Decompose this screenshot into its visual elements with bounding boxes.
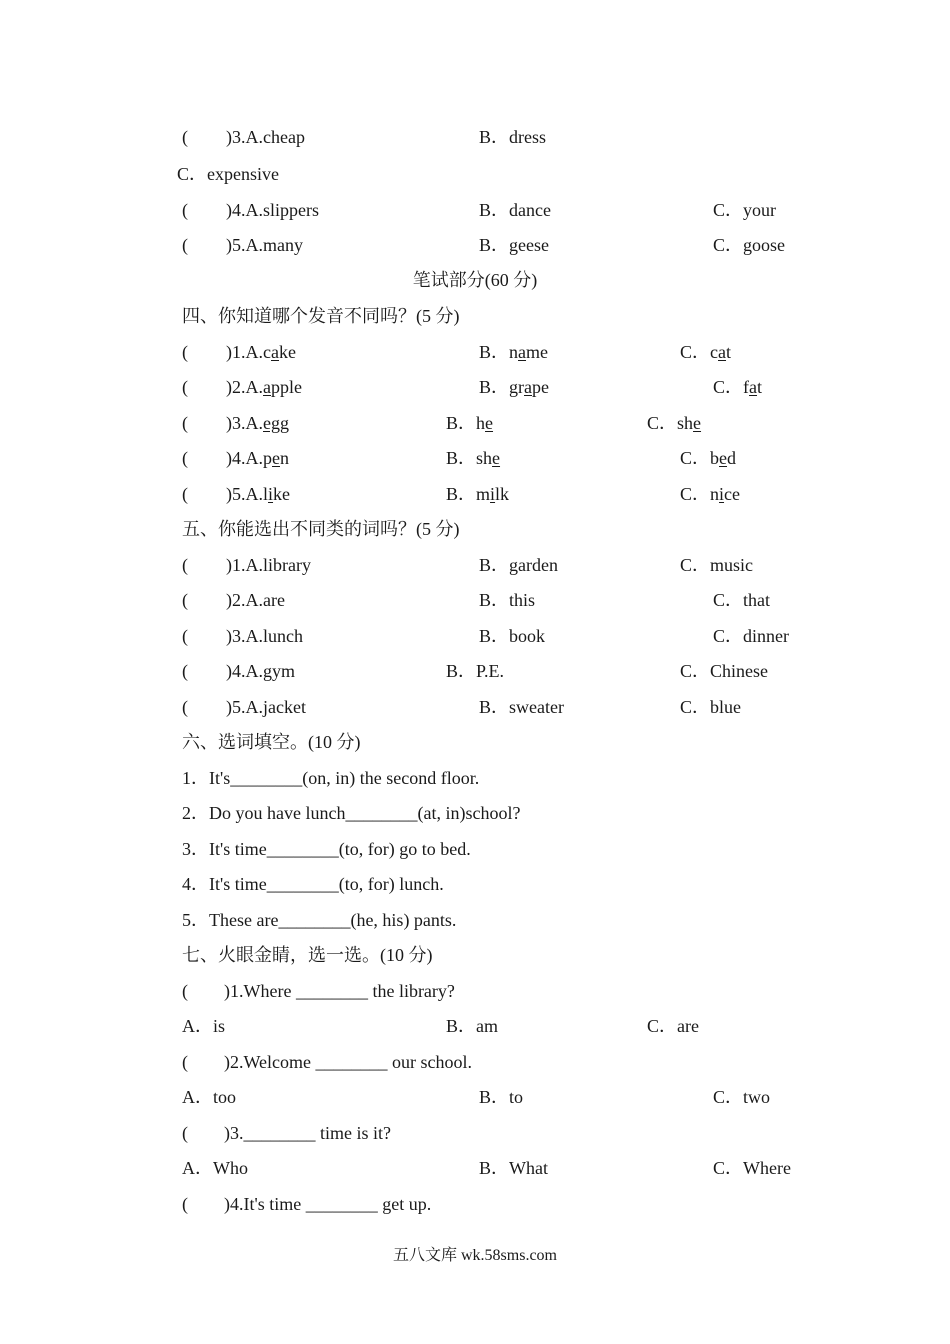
question-option-c xyxy=(713,376,762,398)
option-a: A．Who xyxy=(182,1158,248,1178)
question-option-a xyxy=(226,589,285,611)
text-line: 六、选词填空。(10 分) xyxy=(182,732,361,752)
underlined-letter: e xyxy=(693,413,702,433)
text-line: ( )3.________ time is it? xyxy=(182,1123,391,1143)
question-option-b xyxy=(479,589,535,611)
option-c: C．two xyxy=(713,1087,771,1107)
underlined-letter: a xyxy=(524,377,533,397)
question-option-b xyxy=(479,199,551,221)
answer-paren: ( xyxy=(182,127,188,147)
question-option-c xyxy=(680,660,768,682)
question-option-b xyxy=(446,447,500,469)
question-option-b xyxy=(479,376,549,398)
option-word: C．nice xyxy=(680,484,741,504)
option-word: C．cat xyxy=(680,342,732,362)
question-option-b xyxy=(479,554,558,576)
underlined-letter: a xyxy=(263,377,271,397)
question-option-c xyxy=(680,696,741,718)
option-word: B．she xyxy=(446,448,501,468)
answer-paren: ( xyxy=(182,697,188,717)
underlined-letter: a xyxy=(749,377,758,397)
question-option-c xyxy=(647,412,701,434)
underlined-letter: e xyxy=(492,448,501,468)
answer-paren: ( xyxy=(182,377,188,397)
option-word: )3.A.lunch xyxy=(226,626,303,646)
question-option-a xyxy=(226,412,289,434)
option-word: )1.A.library xyxy=(226,555,311,575)
text-line: 五、你能选出不同类的词吗？(5 分) xyxy=(182,519,460,539)
option-c: C．are xyxy=(647,1016,699,1036)
answer-paren: ( xyxy=(182,626,188,646)
text-line: 3．It's time________(to, for) go to bed. xyxy=(182,839,471,859)
option-word: C．goose xyxy=(713,235,786,255)
option-word: B．geese xyxy=(479,235,549,255)
underlined-letter: i xyxy=(719,484,725,504)
option-word: )5.A.like xyxy=(226,484,291,504)
option-word: )4.A.pen xyxy=(226,448,289,468)
option-word: B．book xyxy=(479,626,546,646)
answer-paren: ( xyxy=(182,661,188,681)
underlined-letter: a xyxy=(271,342,279,362)
underlined-letter: e xyxy=(485,413,494,433)
option-word: C．dinner xyxy=(713,626,789,646)
option-a: A．is xyxy=(182,1016,226,1036)
answer-paren: ( xyxy=(182,413,188,433)
question-option-b xyxy=(479,696,564,718)
option-b: B．to xyxy=(479,1087,524,1107)
question-option-b xyxy=(479,126,546,148)
question-option-a xyxy=(226,554,311,576)
option-word: C．your xyxy=(713,200,777,220)
option-word: B．dress xyxy=(479,127,547,147)
option-b: B．What xyxy=(479,1158,548,1178)
footer-watermark: 五八文库 wk.58sms.com xyxy=(392,1247,557,1264)
underlined-letter: i xyxy=(268,484,274,504)
question-option-a xyxy=(226,376,302,398)
text-line: C．expensive xyxy=(177,164,279,184)
option-word: C．that xyxy=(713,590,771,610)
option-word: C．fat xyxy=(713,377,763,397)
question-option-a xyxy=(226,447,289,469)
option-word: B．P.E. xyxy=(446,661,505,681)
option-word: )4.A.gym xyxy=(226,661,296,681)
option-word: B．grape xyxy=(479,377,550,397)
option-word: )2.A.apple xyxy=(226,377,302,397)
underlined-letter: a xyxy=(718,342,727,362)
answer-paren: ( xyxy=(182,342,188,362)
question-option-b xyxy=(479,341,548,363)
question-option-c xyxy=(713,625,789,647)
option-word: B．sweater xyxy=(479,697,564,717)
option-word: B．name xyxy=(479,342,549,362)
underlined-letter: a xyxy=(518,342,527,362)
question-option-b xyxy=(479,234,549,256)
section-heading: 笔试部分(60 分) xyxy=(412,270,538,290)
question-option-c xyxy=(713,199,776,221)
text-line: 1．It's________(on, in) the second floor. xyxy=(182,768,480,788)
text-line: ( )2.Welcome ________ our school. xyxy=(182,1052,472,1072)
question-option-b xyxy=(446,412,493,434)
option-word: )1.A.cake xyxy=(226,342,296,362)
question-option-a xyxy=(226,341,296,363)
text-line: ( )1.Where ________ the library? xyxy=(182,981,455,1001)
option-word: C．music xyxy=(680,555,754,575)
question-option-a xyxy=(226,625,303,647)
answer-paren: ( xyxy=(182,235,188,255)
answer-paren: ( xyxy=(182,484,188,504)
answer-paren: ( xyxy=(182,448,188,468)
option-word: B．milk xyxy=(446,484,510,504)
option-word: B．dance xyxy=(479,200,551,220)
question-option-a xyxy=(226,483,290,505)
question-option-a xyxy=(226,234,303,256)
underlined-letter: e xyxy=(272,448,280,468)
question-option-c xyxy=(680,341,731,363)
text-line: 四、你知道哪个发音不同吗？(5 分) xyxy=(182,306,460,326)
option-b: B．am xyxy=(446,1016,498,1036)
underlined-letter: e xyxy=(719,448,728,468)
option-word: )4.A.slippers xyxy=(226,200,319,220)
question-option-a xyxy=(226,696,306,718)
text-line: 4．It's time________(to, for) lunch. xyxy=(182,874,444,894)
option-a: A．too xyxy=(182,1087,236,1107)
text-line: ( )4.It's time ________ get up. xyxy=(182,1194,432,1214)
option-word: )5.A.jacket xyxy=(226,697,306,717)
question-option-a xyxy=(226,660,295,682)
text-line: 七、火眼金睛，选一选。(10 分) xyxy=(182,945,433,965)
answer-paren: ( xyxy=(182,555,188,575)
option-word: B．this xyxy=(479,590,536,610)
answer-paren: ( xyxy=(182,200,188,220)
underlined-letter: egg xyxy=(263,413,289,433)
underlined-letter: i xyxy=(490,484,496,504)
option-word: B．garden xyxy=(479,555,558,575)
question-option-b xyxy=(446,660,504,682)
question-option-a xyxy=(226,126,305,148)
option-word: C．bed xyxy=(680,448,737,468)
option-word: )3.A.cheap xyxy=(226,127,305,147)
option-word: C．blue xyxy=(680,697,742,717)
option-word: C．she xyxy=(647,413,702,433)
option-word: )5.A.many xyxy=(226,235,303,255)
question-option-c xyxy=(680,554,753,576)
option-word: C．Chinese xyxy=(680,661,769,681)
question-option-c xyxy=(713,234,785,256)
option-word: )2.A.are xyxy=(226,590,285,610)
text-line: 5．These are________(he, his) pants. xyxy=(182,910,457,930)
question-option-a xyxy=(226,199,319,221)
text-line: 2．Do you have lunch________(at, in)school? xyxy=(182,803,521,823)
question-option-b xyxy=(479,625,545,647)
question-option-c xyxy=(680,483,740,505)
option-c: C．Where xyxy=(713,1158,791,1178)
answer-paren: ( xyxy=(182,590,188,610)
question-option-c xyxy=(680,447,736,469)
option-word: B．he xyxy=(446,413,494,433)
question-option-b xyxy=(446,483,509,505)
option-word: )3.A.egg xyxy=(226,413,289,433)
question-option-c xyxy=(713,589,770,611)
